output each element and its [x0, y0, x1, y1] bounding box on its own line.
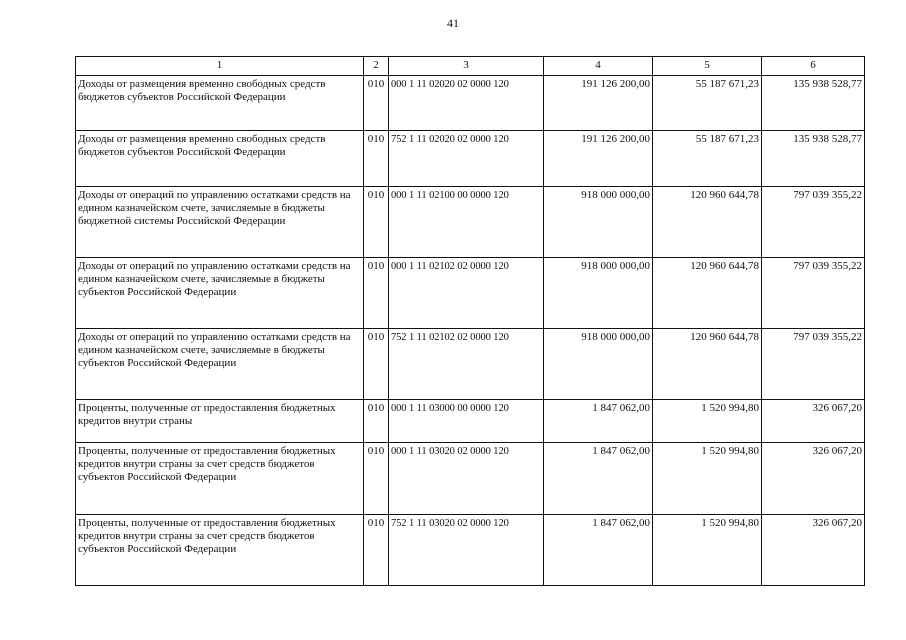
row-value-col4: 191 126 200,00 — [544, 131, 653, 187]
column-header-1: 1 — [76, 57, 364, 76]
column-header-3: 3 — [389, 57, 544, 76]
column-header-6: 6 — [762, 57, 865, 76]
row-admin-code: 010 — [364, 187, 389, 258]
row-value-col5: 55 187 671,23 — [653, 131, 762, 187]
row-value-col6: 326 067,20 — [762, 515, 865, 586]
row-description: Проценты, полученные от предоставления бюджетных кредитов внутри страны за счет средств бюджетов субъектов Российской Федерации — [76, 515, 364, 586]
row-value-col6: 326 067,20 — [762, 443, 865, 515]
row-admin-code: 010 — [364, 515, 389, 586]
table-header-row — [76, 57, 865, 76]
row-value-col5: 120 960 644,78 — [653, 187, 762, 258]
row-value-col4: 918 000 000,00 — [544, 258, 653, 329]
row-budget-code: 000 1 11 03020 02 0000 120 — [389, 443, 544, 515]
row-value-col6: 797 039 355,22 — [762, 258, 865, 329]
row-value-col4: 918 000 000,00 — [544, 329, 653, 400]
table-row — [76, 515, 865, 586]
row-description: Доходы от размещения временно свободных средств бюджетов субъектов Российской Федерации — [76, 131, 364, 187]
row-value-col4: 191 126 200,00 — [544, 76, 653, 131]
row-value-col6: 326 067,20 — [762, 400, 865, 443]
row-description: Проценты, полученные от предоставления бюджетных кредитов внутри страны — [76, 400, 364, 443]
row-value-col4: 918 000 000,00 — [544, 187, 653, 258]
row-value-col5: 120 960 644,78 — [653, 258, 762, 329]
row-value-col6: 135 938 528,77 — [762, 131, 865, 187]
table-row — [76, 443, 865, 515]
row-admin-code: 010 — [364, 76, 389, 131]
row-admin-code: 010 — [364, 258, 389, 329]
row-description: Доходы от операций по управлению остатками средств на едином казначейском счете, зачисляемые в бюджеты субъектов Российской Федерации — [76, 258, 364, 329]
table-row — [76, 131, 865, 187]
column-header-5: 5 — [653, 57, 762, 76]
table-row — [76, 400, 865, 443]
row-budget-code: 000 1 11 02020 02 0000 120 — [389, 76, 544, 131]
row-budget-code: 000 1 11 03000 00 0000 120 — [389, 400, 544, 443]
row-value-col6: 797 039 355,22 — [762, 329, 865, 400]
table-row — [76, 329, 865, 400]
row-admin-code: 010 — [364, 329, 389, 400]
table-row — [76, 258, 865, 329]
budget-revenue-table — [75, 56, 865, 586]
row-description: Проценты, полученные от предоставления бюджетных кредитов внутри страны за счет средств бюджетов субъектов Российской Федерации — [76, 443, 364, 515]
row-admin-code: 010 — [364, 131, 389, 187]
row-value-col5: 55 187 671,23 — [653, 76, 762, 131]
row-admin-code: 010 — [364, 443, 389, 515]
column-header-4: 4 — [544, 57, 653, 76]
row-value-col4: 1 847 062,00 — [544, 443, 653, 515]
row-value-col5: 1 520 994,80 — [653, 443, 762, 515]
row-budget-code: 752 1 11 03020 02 0000 120 — [389, 515, 544, 586]
row-value-col5: 120 960 644,78 — [653, 329, 762, 400]
row-value-col4: 1 847 062,00 — [544, 515, 653, 586]
row-description: Доходы от размещения временно свободных средств бюджетов субъектов Российской Федерации — [76, 76, 364, 131]
row-admin-code: 010 — [364, 400, 389, 443]
row-description: Доходы от операций по управлению остатками средств на едином казначейском счете, зачисляемые в бюджеты субъектов Российской Федерации — [76, 329, 364, 400]
row-budget-code: 752 1 11 02020 02 0000 120 — [389, 131, 544, 187]
row-description: Доходы от операций по управлению остатками средств на едином казначейском счете, зачисляемые в бюджеты бюджетной системы Российской Федерации — [76, 187, 364, 258]
row-value-col5: 1 520 994,80 — [653, 400, 762, 443]
column-header-2: 2 — [364, 57, 389, 76]
row-value-col6: 135 938 528,77 — [762, 76, 865, 131]
row-budget-code: 000 1 11 02102 02 0000 120 — [389, 258, 544, 329]
table-row — [76, 76, 865, 131]
page-number: 41 — [447, 16, 459, 30]
row-budget-code: 000 1 11 02100 00 0000 120 — [389, 187, 544, 258]
row-value-col5: 1 520 994,80 — [653, 515, 762, 586]
row-budget-code: 752 1 11 02102 02 0000 120 — [389, 329, 544, 400]
row-value-col6: 797 039 355,22 — [762, 187, 865, 258]
row-value-col4: 1 847 062,00 — [544, 400, 653, 443]
table-row — [76, 187, 865, 258]
